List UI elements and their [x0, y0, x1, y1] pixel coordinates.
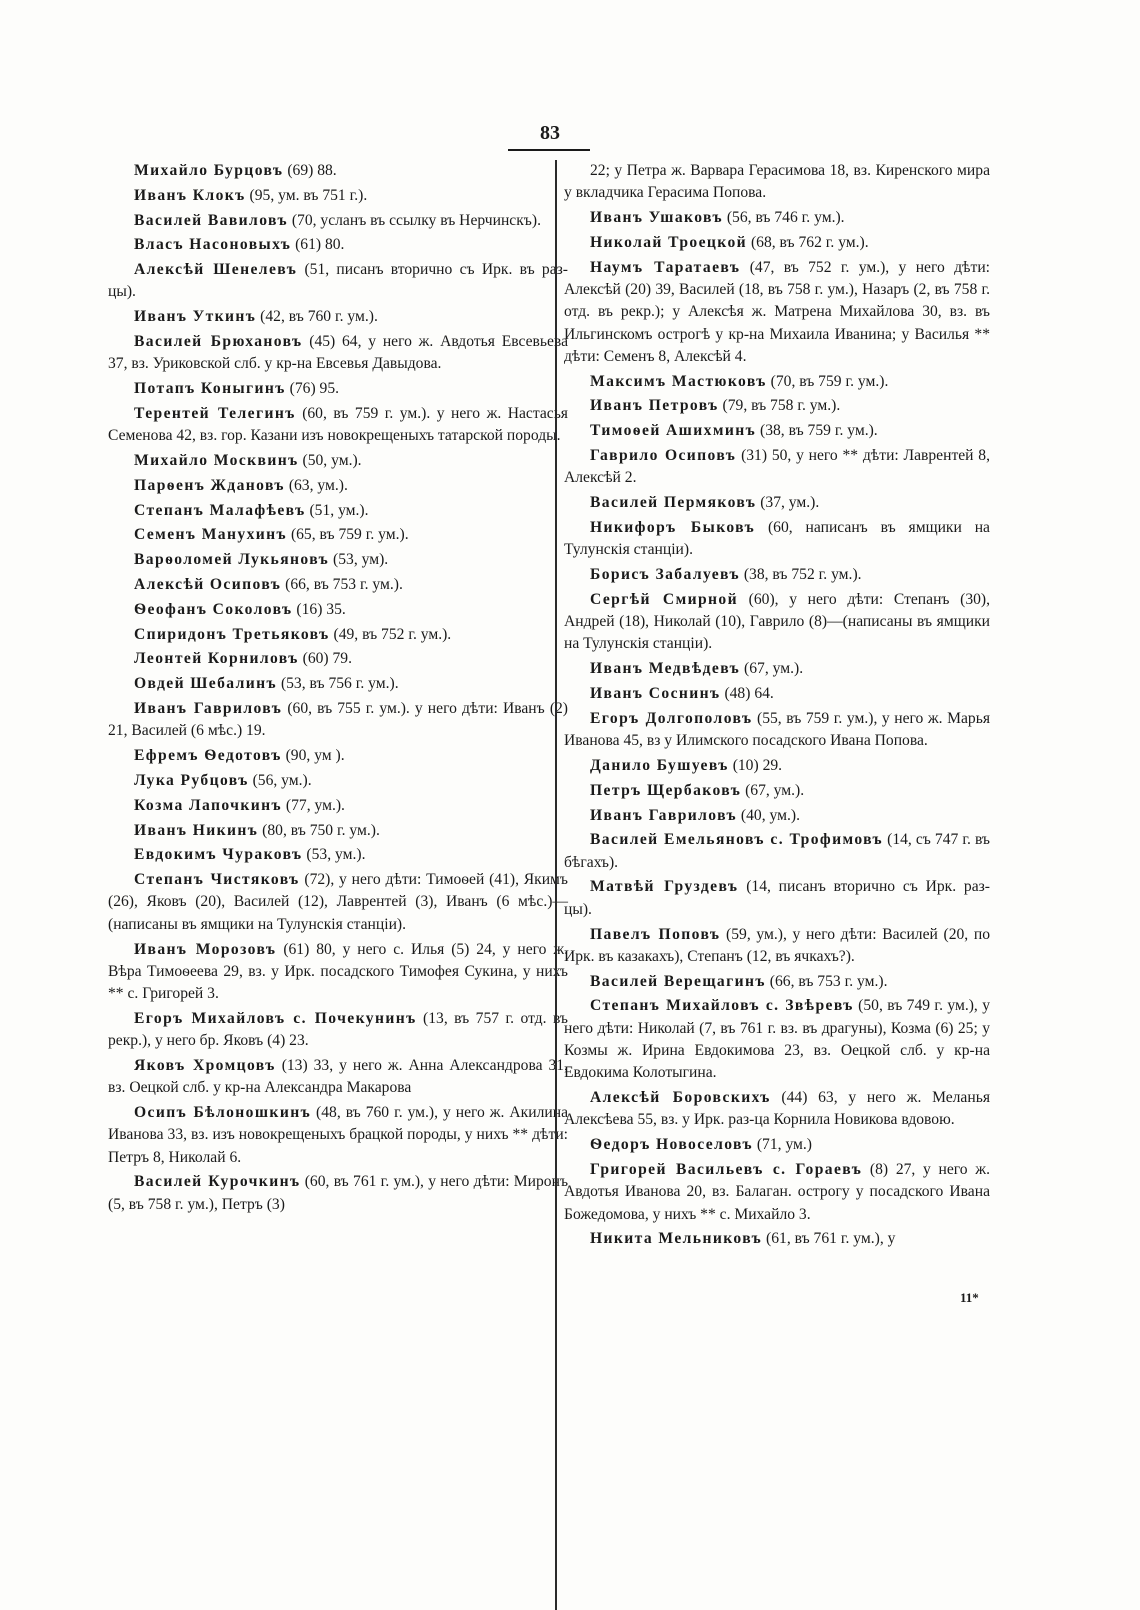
entry-details: (60) 79.	[298, 650, 353, 668]
entry-details: (45) 64, у него ж. Авдотья Евсевьева 37, вз. Уриковской слб. у кр-на Евсевья Давыдова.	[108, 333, 568, 373]
register-entry	[108, 234, 568, 256]
register-entry	[108, 549, 568, 571]
register-entry	[564, 780, 990, 802]
register-entry	[564, 371, 990, 393]
register-entry	[564, 924, 990, 969]
entry-details: (38, въ 752 г. ум.).	[739, 566, 862, 584]
person-name: Ѳедоръ Новоселовъ	[590, 1136, 753, 1154]
register-entry	[564, 160, 990, 205]
register-entry	[564, 1228, 990, 1250]
entry-details: 22; у Петра ж. Варвара Герасимова 18, вз. Киренского мира у вкладчика Герасима Попова.	[564, 162, 990, 202]
entry-details: (55, въ 759 г. ум.), у него ж. Марья Иванова 45, вз у Илимского посадского Ивана Попова.	[564, 709, 990, 750]
person-name: Алексѣй Осиповъ	[134, 576, 282, 594]
person-name: Козма Лапочкинъ	[134, 796, 283, 814]
person-name: Ефремъ Ѳедотовъ	[134, 747, 282, 765]
person-name: Лука Рубцовъ	[134, 771, 249, 789]
person-name: Михайло Москвинъ	[134, 452, 299, 470]
person-name: Терентей Телегинъ	[134, 404, 296, 422]
register-entry	[564, 971, 990, 993]
entry-details: (60, написанъ въ ямщики на Тулунскія станціи).	[564, 518, 990, 559]
person-name: Леонтей Корниловъ	[134, 650, 299, 668]
entry-details: (66, въ 753 г. ум.).	[765, 972, 888, 990]
entry-details: (67, ум.).	[741, 781, 805, 799]
register-entry	[564, 658, 990, 680]
register-entry	[108, 524, 568, 546]
entry-details: (49, въ 752 г. ум.).	[329, 625, 452, 643]
entry-details: (77, ум.).	[282, 796, 345, 814]
entry-details: (47, въ 752 г. ум.), у него дѣти: Алексѣй (20) 39, Василей (18, въ 758 г. ум.), Назаръ (2, въ 758 г. отд. въ рекр.); у Алексѣя ж. Матрена Михайлова 30, вз. въ Ильгинскомъ острогѣ у кр-на Михаила Иванина; у Василья ** дѣти: Семенъ 8, Алексѣй 4.	[564, 258, 991, 365]
entry-details: (50, ум.).	[298, 452, 362, 470]
register-entry	[564, 683, 990, 705]
right-column	[564, 160, 990, 1253]
register-entry	[108, 1171, 568, 1216]
register-entry	[108, 844, 568, 866]
left-column	[108, 160, 568, 1219]
register-entry	[108, 210, 568, 232]
register-entry	[108, 624, 568, 646]
register-entry	[108, 869, 568, 936]
register-entry	[108, 820, 568, 842]
person-name: Варѳоломей Лукьяновъ	[134, 551, 330, 569]
register-entry	[108, 648, 568, 670]
person-name: Николай Троецкой	[590, 233, 748, 251]
person-name: Алексѣй Шенелевъ	[134, 261, 298, 279]
register-entry	[108, 185, 568, 207]
register-entry	[108, 770, 568, 792]
entry-details: (56, ум.).	[248, 771, 312, 789]
register-entry	[564, 445, 990, 490]
entry-details: (95, ум. въ 751 г.).	[245, 186, 368, 204]
person-name: Василей Верещагинъ	[590, 972, 766, 990]
person-name: Григорей Васильевъ с. Гораевъ	[590, 1160, 863, 1178]
person-name: Семенъ Манухинъ	[134, 526, 288, 544]
entry-details: (50, въ 749 г. ум.), у него дѣти: Николай (7, въ 761 г. вз. въ драгуны), Козма (6) 25; у Козмы ж. Ирина Евдокимова 23, вз. Оецкой слб. у кр-на Евдокима Колотыгина.	[564, 997, 990, 1082]
entry-details: (70, усланъ въ ссылку въ Нерчинскъ).	[287, 211, 541, 229]
entry-details: (14, писанъ вторично съ Ирк. раз-цы).	[564, 878, 990, 918]
register-entry	[108, 745, 568, 767]
person-name: Егоръ Михайловъ с. Почекунинъ	[134, 1009, 417, 1027]
person-name: Степанъ Михайловъ с. Звѣревъ	[590, 997, 854, 1015]
entry-details: (71, ум.)	[752, 1136, 813, 1154]
entry-details: (65, въ 759 г. ум.).	[287, 526, 409, 544]
person-name: Петръ Щербаковъ	[590, 781, 742, 799]
entry-details: (61) 80.	[291, 236, 345, 254]
register-entry	[108, 574, 568, 596]
entry-details: (53, ум).	[329, 551, 389, 569]
entry-details: (13) 33, у него ж. Анна Александрова 31, вз. Оецкой слб. у кр-на Александра Макарова	[108, 1056, 568, 1097]
page-number: 83	[540, 122, 560, 144]
entry-details: (76) 95.	[285, 380, 340, 398]
register-entry	[564, 564, 990, 586]
entry-details: (61) 80, у него с. Илья (5) 24, у него ж. Вѣра Тимоѳеева 29, вз. у Ирк. посадского Тимофея Сукина, у нихъ ** с. Григорей 3.	[108, 940, 568, 1003]
person-name: Иванъ Уткинъ	[134, 308, 257, 326]
person-name: Борисъ Забалуевъ	[590, 566, 740, 584]
entry-details: (68, въ 762 г. ум.).	[747, 233, 869, 251]
person-name: Иванъ Никинъ	[134, 821, 259, 839]
person-name: Василей Вавиловъ	[134, 211, 288, 229]
header-rule	[508, 149, 590, 151]
entry-details: (60, въ 755 г. ум.). у него дѣти: Иванъ (2) 21, Василей (6 мѣс.) 19.	[108, 700, 568, 740]
register-entry	[108, 599, 568, 621]
entry-details: (48, въ 760 г. ум.), у него ж. Акилина Иванова 33, вз. изъ новокрещеныхъ брацкой породы, у нихъ ** дѣти: Петръ 8, Николай 6.	[108, 1104, 568, 1166]
register-entry	[564, 395, 990, 417]
register-entry	[108, 500, 568, 522]
entry-details: (66, въ 753 г. ум.).	[281, 576, 403, 594]
entry-details: (56, въ 746 г. ум.).	[722, 209, 845, 227]
person-name: Егоръ Долгополовъ	[590, 709, 753, 727]
entry-details: (60, въ 759 г. ум.). у него ж. Настасья Семенова 42, вз. гор. Казани изъ новокрещеныхъ татарской породы.	[108, 404, 568, 445]
register-entry	[108, 403, 568, 448]
register-entry	[564, 232, 990, 254]
entry-details: (60, въ 761 г. ум.), у него дѣти: Миронъ (5, въ 758 г. ум.), Петръ (3)	[108, 1173, 569, 1213]
entry-details: (53, ум.).	[302, 846, 366, 864]
entry-details: (72), у него дѣти: Тимоѳей (41), Якимъ (26), Яковъ (20), Василей (12), Лаврентей (3), Иванъ (6 мѣс.)—(написаны въ ямщики на Тулунскія станціи).	[108, 871, 568, 933]
register-entry	[564, 805, 990, 827]
person-name: Василей Емельяновъ с. Трофимовъ	[590, 831, 884, 849]
register-entry	[108, 331, 568, 376]
person-name: Тимоѳей Ашихминъ	[590, 422, 757, 440]
register-entry	[564, 1134, 990, 1156]
entry-details: (51, ум.).	[305, 501, 369, 519]
entry-details: (79, въ 758 г. ум.).	[718, 397, 841, 415]
person-name: Потапъ Коныгинъ	[134, 380, 286, 398]
person-name: Иванъ Медвѣдевъ	[590, 660, 741, 678]
entry-details: (61, въ 761 г. ум.), у	[762, 1230, 896, 1248]
register-entry	[108, 160, 568, 182]
person-name: Василей Пермяковъ	[590, 494, 757, 512]
entry-details: (90, ум ).	[281, 747, 345, 765]
person-name: Никита Мельниковъ	[590, 1230, 763, 1248]
entry-details: (42, въ 760 г. ум.).	[256, 308, 378, 326]
register-entry	[108, 378, 568, 400]
entry-details: (51, писанъ вторично съ Ирк. въ раз-цы).	[108, 261, 568, 301]
register-entry	[108, 450, 568, 472]
register-entry	[108, 795, 568, 817]
register-entry	[564, 995, 990, 1084]
entry-details: (8) 27, у него ж. Авдотья Иванова 20, вз. Балаган. острогу у посадского Ивана Божедомова, у нихъ ** с. Михайло 3.	[564, 1160, 990, 1223]
register-entry	[564, 207, 990, 229]
person-name: Сергѣй Смирной	[590, 590, 739, 608]
person-name: Ѳеофанъ Соколовъ	[134, 600, 293, 618]
entry-details: (48) 64.	[720, 685, 774, 703]
register-entry	[564, 755, 990, 777]
entry-details: (67, ум.).	[740, 660, 804, 678]
register-entry	[564, 492, 990, 514]
entry-details: (31) 50, у него ** дѣти: Лаврентей 8, Алексѣй 2.	[564, 447, 990, 487]
entry-details: (69) 88.	[283, 162, 337, 179]
register-entry	[564, 708, 990, 753]
register-entry	[108, 939, 568, 1006]
person-name: Овдей Шебалинъ	[134, 675, 278, 693]
register-entry	[108, 1102, 568, 1169]
person-name: Иванъ Петровъ	[590, 397, 719, 415]
person-name: Никифоръ Быковъ	[590, 518, 756, 536]
person-name: Василей Брюхановъ	[134, 333, 303, 351]
register-entry	[564, 1159, 990, 1226]
entry-details: (10) 29.	[728, 756, 783, 774]
person-name: Степанъ Малафѣевъ	[134, 501, 306, 519]
person-name: Яковъ Хромцовъ	[134, 1056, 276, 1074]
person-name: Спиридонъ Третьяковъ	[134, 625, 330, 643]
person-name: Иванъ Морозовъ	[134, 940, 277, 958]
person-name: Парѳенъ Ждановъ	[134, 476, 285, 494]
entry-details: (59, ум.), у него дѣти: Василей (20, по Ирк. въ казакахъ), Степанъ (12, въ ячкахъ?).	[564, 925, 990, 965]
person-name: Иванъ Гавриловъ	[134, 700, 283, 718]
register-entry	[108, 673, 568, 695]
entry-details: (60), у него дѣти: Степанъ (30), Андрей (18), Николай (10), Гаврило (8)—(написаны въ ямщики на Тулунскія станціи).	[564, 590, 991, 653]
register-entry	[108, 1055, 568, 1100]
entry-details: (38, въ 759 г. ум.).	[756, 422, 878, 440]
person-name: Иванъ Клокъ	[134, 186, 246, 204]
register-entry	[564, 1087, 990, 1132]
signature-mark: 11*	[960, 1290, 979, 1305]
entry-details: (80, въ 750 г. ум.).	[258, 821, 380, 839]
register-entry	[564, 517, 990, 562]
person-name: Иванъ Соснинъ	[590, 685, 721, 703]
entry-details: (70, въ 759 г. ум.).	[766, 372, 889, 390]
register-entry	[564, 257, 990, 368]
register-entry	[564, 589, 990, 656]
person-name: Евдокимъ Чураковъ	[134, 846, 303, 864]
register-entry	[564, 420, 990, 442]
entry-details: (40, ум.).	[737, 806, 800, 824]
entry-details: (44) 63, у него ж. Меланья Алексѣева 55, вз. у Ирк. раз-ца Корнила Новикова вдовою.	[564, 1089, 990, 1129]
register-entry	[564, 876, 990, 921]
register-entry	[564, 829, 990, 874]
person-name: Иванъ Гавриловъ	[590, 806, 738, 824]
person-name: Максимъ Мастюковъ	[590, 372, 767, 390]
person-name: Алексѣй Боровскихъ	[590, 1089, 771, 1107]
register-entry	[108, 475, 568, 497]
register-entry	[108, 306, 568, 328]
person-name: Михайло Бурцовъ	[134, 162, 284, 179]
person-name: Павелъ Поповъ	[590, 925, 721, 943]
register-entry	[108, 698, 568, 743]
entry-details: (63, ум.).	[284, 476, 348, 494]
person-name: Степанъ Чистяковъ	[134, 871, 300, 889]
person-name: Наумъ Таратаевъ	[590, 258, 741, 276]
entry-details: (37, ум.).	[756, 494, 820, 512]
person-name: Гаврило Осиповъ	[590, 447, 737, 465]
entry-details: (16) 35.	[292, 600, 346, 618]
column-divider	[555, 160, 557, 1610]
person-name: Власъ Насоновыхъ	[134, 236, 292, 254]
register-entry	[108, 259, 568, 304]
entry-details: (13, въ 757 г. отд. въ рекр.), у него бр. Яковъ (4) 23.	[108, 1009, 568, 1050]
person-name: Матвѣй Груздевъ	[590, 878, 739, 896]
entry-details: (53, въ 756 г. ум.).	[277, 675, 399, 693]
person-name: Осипъ Бѣлоношкинъ	[134, 1104, 312, 1122]
person-name: Данило Бушуевъ	[590, 756, 729, 774]
entry-details: (14, съ 747 г. въ бѣгахъ).	[564, 831, 990, 871]
person-name: Иванъ Ушаковъ	[590, 209, 723, 227]
register-entry	[108, 1008, 568, 1053]
person-name: Василей Курочкинъ	[134, 1173, 301, 1191]
